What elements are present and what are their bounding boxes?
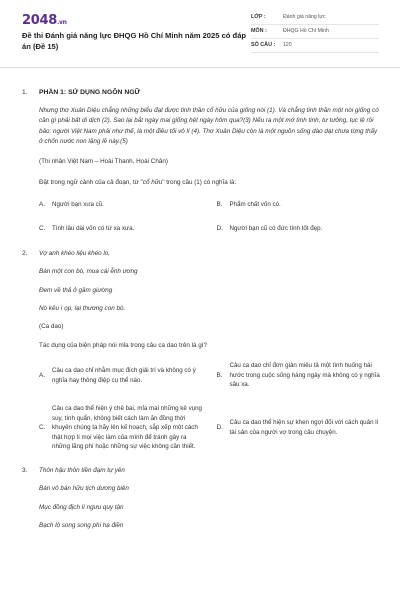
verse-line: Bán vô bán hữu tịch dương biên xyxy=(39,485,129,493)
answer-option-a[interactable] xyxy=(39,361,205,390)
passage-source: (Thi nhân Việt Nam – Hoài Thanh, Hoài Chân) xyxy=(39,158,168,166)
meta-value: 120 xyxy=(283,41,292,48)
answer-option-a[interactable] xyxy=(39,200,205,210)
option-text: Phẩm chất vốn có. xyxy=(229,201,281,209)
document-meta xyxy=(251,11,379,53)
option-key: B. xyxy=(216,201,223,209)
verse-line: Mục đồng địch lí ngưu quy tận xyxy=(39,503,124,511)
option-text: Câu ca dao thể hiện ý chê bai, mỉa mai những kẻ vụng suy, tính quẩn, không biết cách làm ăn đồng thời khuyên chúng ta hãy lên kế hoạch, sắp xếp một cách thật hợp lí mọi việc làm của mình để tránh gây ra những lãng phí hoặc những sự việc không cần thiết. xyxy=(52,405,202,451)
question-number: 2. xyxy=(22,249,28,257)
answer-option-c[interactable] xyxy=(39,224,205,234)
meta-label: SỐ CÂU : xyxy=(251,41,276,48)
question-prompt xyxy=(39,178,382,188)
site-logo[interactable] xyxy=(22,12,67,31)
option-key: D. xyxy=(216,225,223,233)
document-header xyxy=(0,0,400,68)
option-text: Câu ca dao chỉ đơn giản miêu tả một tình huống hài hước trong cuộc sống hàng ngày mà không có ý nghĩa sâu xa. xyxy=(229,362,380,389)
option-text: Câu ca dao thể hiện sự khen ngợi đối với cách quản lí tài sản của người vợ trong câu chuyện. xyxy=(229,419,379,437)
answer-options xyxy=(39,200,382,234)
option-key: C. xyxy=(39,225,46,233)
option-key: A. xyxy=(39,371,46,379)
option-key: D. xyxy=(216,424,223,432)
prompt-emphasis: cổ hữu xyxy=(142,178,163,186)
answer-options xyxy=(39,361,382,452)
meta-row-class xyxy=(251,11,379,25)
prompt-text: Đặt trong ngữ cảnh của cả đoạn, từ " xyxy=(39,178,143,186)
question-prompt: Tác dụng của biện pháp nói mỉa trong câu ca dao trên là gì? xyxy=(39,341,208,349)
verse-line: Nó kêu ì ọp, lại thương con bò. xyxy=(39,305,126,313)
option-key: B. xyxy=(216,371,223,379)
meta-value: Đánh giá năng lực xyxy=(283,13,326,20)
option-key: C. xyxy=(39,424,46,432)
question-1 xyxy=(22,88,382,234)
logo-main: 2048 xyxy=(22,13,57,28)
answer-option-b[interactable] xyxy=(217,200,383,210)
logo-suffix: .vn xyxy=(56,19,67,26)
prompt-text: " trong câu (1) có nghĩa là: xyxy=(162,178,237,186)
document-body xyxy=(22,88,382,540)
option-key: A. xyxy=(39,201,46,209)
answer-option-c[interactable] xyxy=(39,404,205,452)
option-text: Người bạn cũ có đức tính tốt đẹp. xyxy=(229,225,323,233)
verse-line: Bạch lộ song song phi hạ điền xyxy=(39,522,124,530)
answer-option-b[interactable] xyxy=(217,361,383,390)
verse-line: Thôn hậu thôn tiền đạm tự yên xyxy=(39,467,125,475)
answer-option-d[interactable] xyxy=(217,404,383,452)
question-number: 1. xyxy=(22,89,28,96)
reading-passage: Nhưng thơ Xuân Diệu chẳng những biểu đạt được tinh thần cổ hữu của giống nòi (1). Và chẳng tinh thần một nòi giống có cần gì phải bất di dịch (2). Sao lại bắt ngày mai giống hệt ngày hôm qua?(3) Nếu ra một mớ tình tinh, tư tưởng, tục lệ rồi bảo: người Việt Nam phải như thế, là một điều tối vô lí (4). Thơ Xuân Diệu còn là một nguồn sống dào dạt chưa từng thấy ở chốn nước non lặng lẽ này.(5) xyxy=(39,106,379,145)
verse-line: Đem về thả ở gầm giường xyxy=(39,286,113,294)
option-text: Tình lâu dài vốn có từ xa xưa. xyxy=(52,225,135,233)
document-title: Đề thi Đánh giá năng lực ĐHQG Hồ Chí Minh năm 2025 có đáp án (Đề 15) xyxy=(22,31,247,51)
verse-line: Bán một con bò, mua cái ễnh ương xyxy=(39,268,138,276)
answer-option-d[interactable] xyxy=(217,224,383,234)
meta-row-question-count xyxy=(251,39,379,53)
question-number: 3. xyxy=(22,467,28,475)
meta-row-subject xyxy=(251,25,379,39)
option-text: Câu ca dao chỉ nhằm mục đích giải trí và không có ý nghĩa hay thông điệp cụ thể nào. xyxy=(52,366,196,384)
option-text: Người bạn xưa cũ. xyxy=(52,201,104,209)
question-2 xyxy=(22,249,382,452)
meta-label: MÔN : xyxy=(251,27,267,34)
verse-line: Vợ anh khéo liệu khéo lo, xyxy=(39,249,111,257)
meta-value: ĐHQG Hồ Chí Minh xyxy=(283,27,329,34)
part-title: PHẦN 1: SỬ DỤNG NGÔN NGỮ xyxy=(39,89,141,96)
passage-source: (Ca dao) xyxy=(39,323,64,331)
meta-label: LỚP : xyxy=(251,13,266,20)
question-3 xyxy=(22,466,382,532)
